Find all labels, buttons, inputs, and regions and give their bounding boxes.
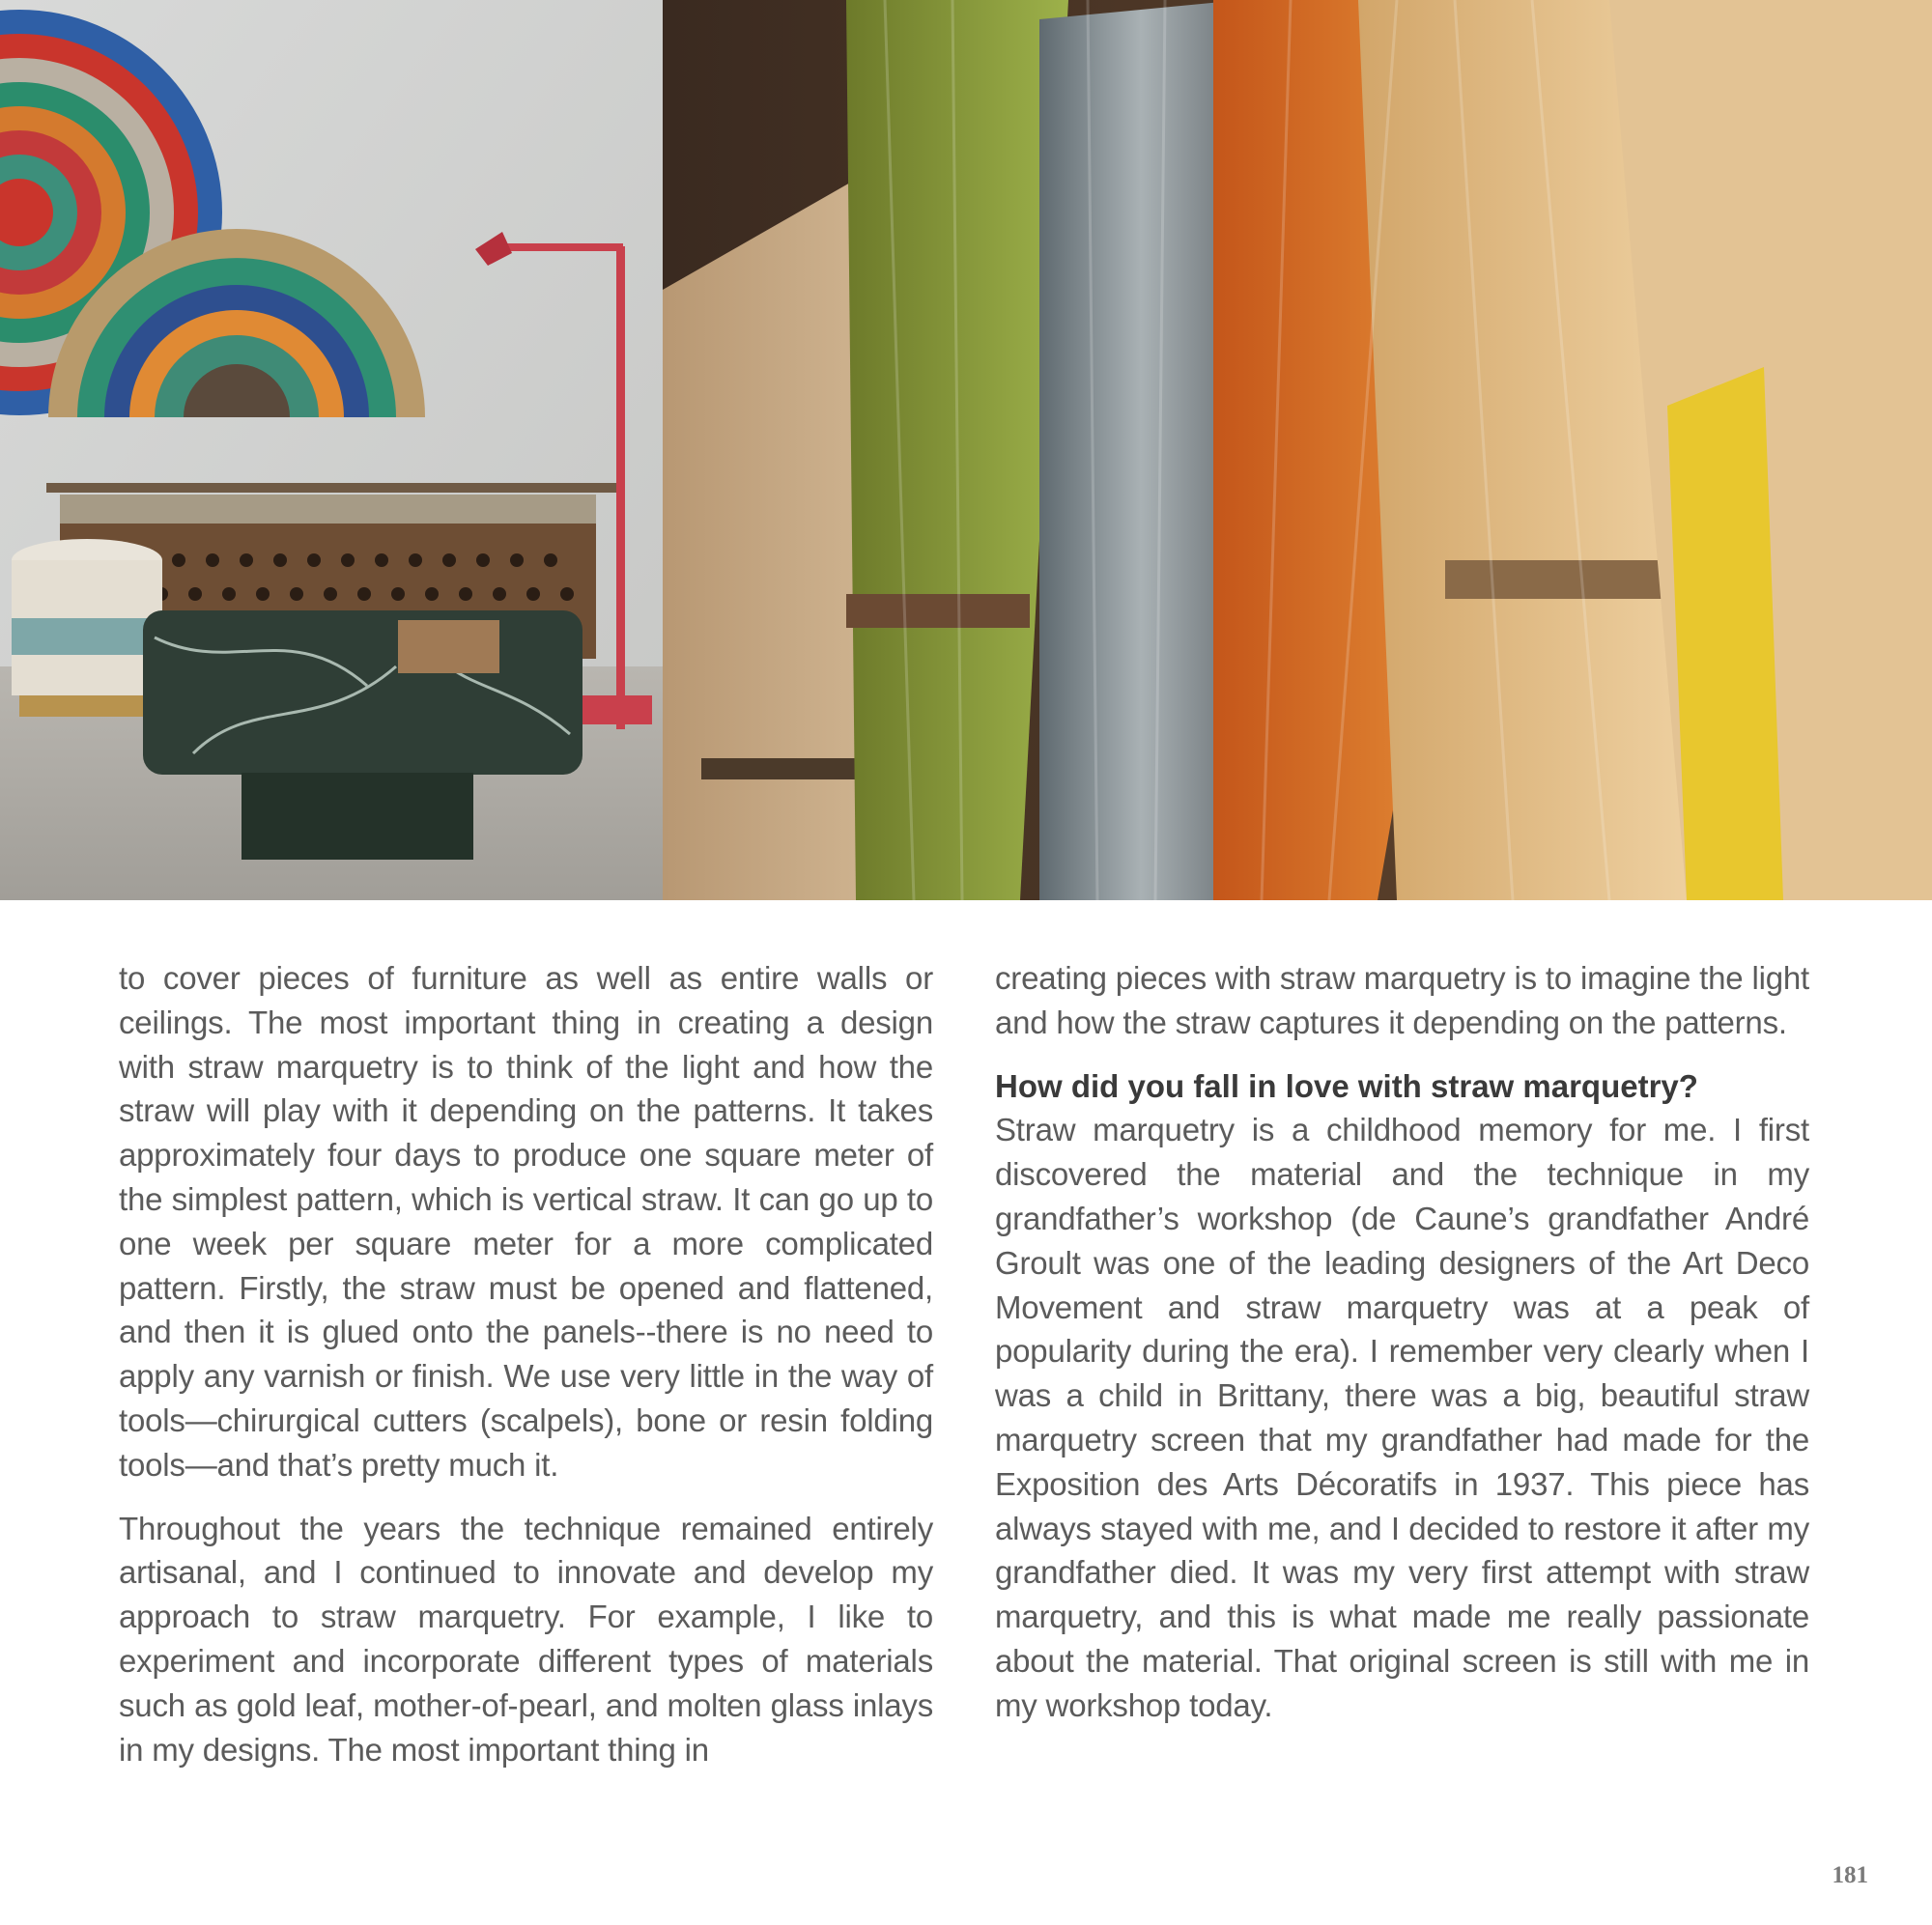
straw-bundles-photo	[663, 0, 1932, 900]
left-column	[119, 956, 933, 1791]
paragraph: to cover pieces of furniture as well as entire walls or ceilings. The most important thing in creating a design with straw marquetry is to think of the light and how the straw will play with it depending on the patterns. It takes approximately four days to produce one square meter of the simplest pattern, which is vertical straw. It can go up to one week per square meter for a more complicated pattern. Firstly, the straw must be opened and flattened, and then it is glued onto the panels--there is no need to apply any varnish or finish. We use very little in the way of tools—chirurgical cutters (scalpels), bone or resin folding tools—and that’s pretty much it.	[119, 960, 933, 1483]
right-column	[995, 956, 1809, 1791]
paragraph: Throughout the years the technique remained entirely artisanal, and I continued to innovate and develop my approach to straw marquetry. For example, I like to experiment and incorporate different types of materials such as gold leaf, mother-of-pearl, and molten glass inlays in my designs. The most important thing in	[119, 1510, 933, 1768]
paragraph: Straw marquetry is a childhood memory for me. I first discovered the material and the technique in my grandfather’s workshop (de Caune’s grandfather André Groult was one of the leading designers of the Art Deco Movement and straw marquetry was at a peak of popularity during the era). I remember very clearly when I was a child in Brittany, there was a big, beautiful straw marquetry screen that my grandfather had made for the Exposition des Arts Décoratifs in 1937. This piece has always stayed with me, and I decided to restore it after my grandfather died. It was my very first attempt with straw marquetry, and this is what made me really passionate about the material. That original screen is still with me in my workshop today.	[995, 1112, 1809, 1723]
question-heading: How did you fall in love with straw marquetry?	[995, 1067, 1698, 1104]
page-number: 181	[1832, 1862, 1868, 1888]
article-body	[119, 956, 1809, 1791]
photo-strip	[0, 0, 1932, 900]
interior-photo	[0, 0, 663, 900]
paragraph: creating pieces with straw marquetry is to imagine the light and how the straw captures it depending on the patterns.	[995, 960, 1809, 1040]
